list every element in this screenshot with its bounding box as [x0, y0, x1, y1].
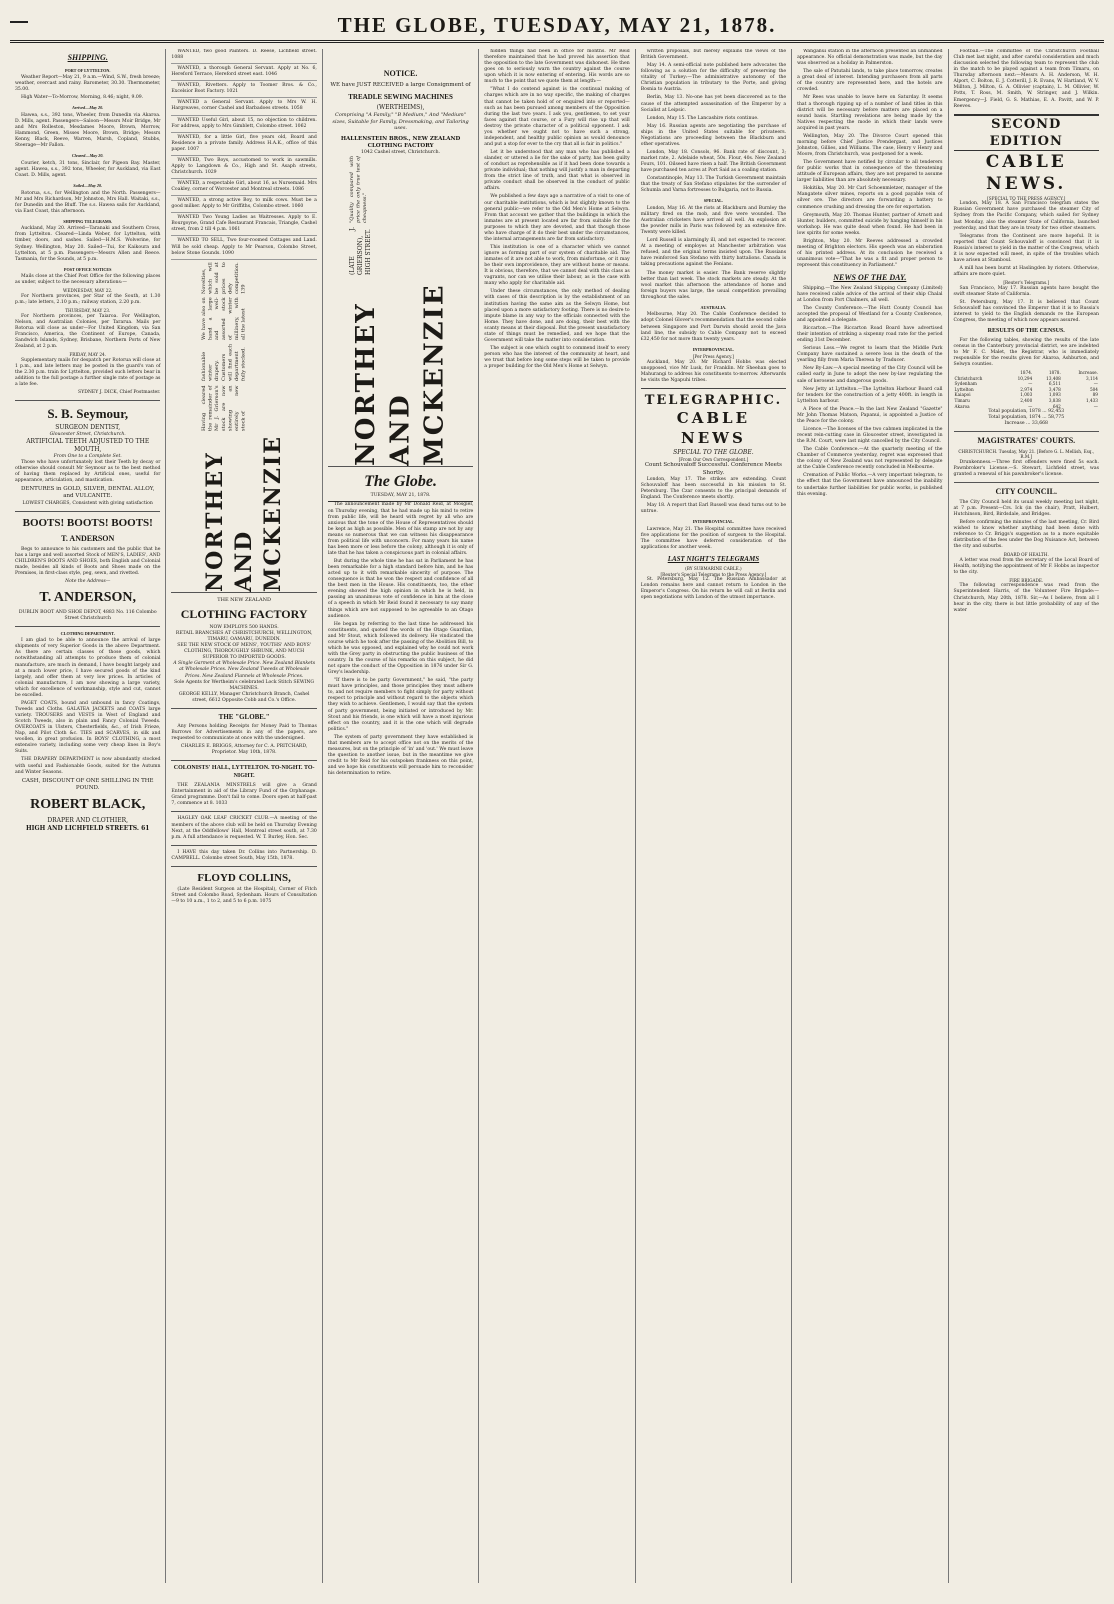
special-heading: SPECIAL. [703, 198, 723, 204]
anderson-address: DUBLIN BOOT AND SHOE DEPOT, 4883 No. 116 Colombo Street Christchurch [18, 609, 157, 621]
northey-line3: We have also on hand a large and well-assorted stock of winter millinery, with all the latest [200, 297, 247, 341]
nz-factory-heading: THE NEW ZEALAND [217, 596, 271, 603]
drapery-text: THE DRAPERY DEPARTMENT is now abundantly stocked with useful and Fashionable Goods, suited for the Autumn and Winter Seasons. [15, 757, 161, 775]
wanted-ad: WANTED, two good Painters. D. Reese, Lichfield street. 1088 [171, 49, 316, 64]
wanted-ad: WANTED TO SELL, Two four-roomed Cottages and Land. Will be sold cheap. Apply to Mr Pearson, Colombo Street, below Stone Gounds. 1090 [171, 238, 316, 259]
wanted-ad: WANTED Useful Girl, about 15, no objection to children. For address, apply to Mrs Gimblett, Colombo street. 1062 [171, 118, 316, 133]
census-value: 2,400 [1020, 397, 1033, 403]
col5-para-5: May 16. Russian agents are negotiating the purchase of ships in the United States suitable for privateers. Negotiations are proceeding between the Blackburn and other operatives. [640, 123, 787, 147]
col5-para-3: Berlin, May 13. No-one has yet been discovered as to the cause of the attempted assassination of the Emperor by a Socialist at Leipsic. [640, 95, 787, 113]
col6-para-14: New Jetty at Lyttelton.—The Lyttelton Harbour Board call for tenders for the construction of a jetty 400ft. in length in Lyttelton harbour. [797, 386, 943, 404]
col6-para-17: The Cable Conference.—At the quarterly meeting of the Chamber of Commerce yesterday, regret was expressed that the colony of New Zealand was not represented by delegate at the Cable Conference recently concluded in Melbourne. [797, 447, 943, 471]
column-3 [323, 49, 479, 1583]
wanted-ads [171, 49, 316, 260]
leader-para-2: But during the whole time he has sat in Parliament he has been remarkable for a high standard before him, and he has acted up to it with remarkable sincerity of purpose. The consequence is that he won the respect and confidence of all the best men in the House. His constituents, too, the other evening showed the high opinion in which he is held, in passing an unanimous vote of confidence in him at the close of a speech in which Mr Reid found it necessary to say many things which are not supposed to be agreeable to an Otago audience. [327, 559, 474, 619]
nz-factory-title: CLOTHING FACTORY [180, 607, 308, 622]
wednesday-text: For Northern provinces, per Star of the South, at 1.30 p.m.; late letters, 2.10 p.m.; railway station, 2.20 p.m. [15, 293, 161, 305]
reuter-heading: [Reuter's Telegrams.] [1003, 280, 1050, 286]
australia-heading: AUSTRALIA. [700, 304, 727, 310]
leader-para-4: "If there is to be party Government," he said, "the party must have principles, and those principles they must adhere to, and not require members to fight simply for party without respect to principle and without regard to the objects which they wish to achieve. Gentlemen, I would say that the system of party government, being initiated or introduced by Mr. Stout and his friends, is one which will have a most injurious effect on the country, and it is the one which will degrade politics." [327, 678, 474, 732]
wertheims: (WERTHEIMS), [376, 104, 425, 112]
cash-discount: CASH, DISCOUNT OF ONE SHILLING IN THE POUND. [21, 777, 154, 791]
col5-para-4: London, May 15. The Lancashire riots continue. [646, 115, 759, 121]
interprovincial-sub: [Per Press Agency.] [692, 354, 734, 360]
thursday-heading: THURSDAY, MAY 23. [65, 308, 111, 314]
divider [171, 845, 316, 846]
census-total-1874: Total population, 1874 ... 58,775 [988, 415, 1065, 421]
collins-text: (Late Resident Surgeon at the Hospital), Corner of Fitch Street and Colombo Road, Sydenham. Hours of Consultation—9 to 10 a.m., 1 to 2, and 5 to 6 p.m. 1075 [171, 887, 317, 905]
column-1 [10, 49, 166, 1583]
col5-para-14: May 18. A report that Earl Russell was dead turns out to be untrue. [640, 503, 787, 515]
col5-para-13: London, May 17. The strikes are extending. Count Schouvaloff has been successful in his mission to St. Petersburg. The Czar consents to the principal demands of England. The Conference meets shortly. [640, 476, 787, 500]
col6-para-2: The sale of Patutahi lands, to take place tomorrow, creates a great deal of interest. Intending purchasers from all parts of the country are represented here, and the hotels are crowded. [797, 69, 943, 93]
divider [171, 866, 316, 867]
col7-para-1: Football.—The committee of the Christchurch Football Club met last night, and after careful consideration and much discussion selected the following team to represent the club in the match to be played against a team from Timaru, on Thursday afternoon next:—Messrs A. H. Anderson, W. H. Alport, C. Bolton, E. J. Cotterill, J. R. Evans, W. Hartland, W. V. Millton, J. Milton, G. A. Ollivier (captain), L. M. Ollivier, W. Potts, T. Ross, M. Smith, W. Stringer, and J. Wilkin. Emergency—J. Field, G. S. Mathias, E. A. Pavitt, and W. P. Reeves. [953, 49, 1099, 109]
divider [954, 482, 1099, 483]
census-value: 504 [1089, 386, 1098, 392]
nz-factory-see: SEE THE NEW STOCK OF MENS', YOUTHS' AND BOYS' CLOTHING, THOROUGHLY SHRUNK, AND MUCH SUPERIOR TO IMPORTED GOODS. [177, 643, 311, 661]
northey-advert-vertical-2 [328, 156, 473, 467]
post-office-heading: POST OFFICE NOTICES [63, 266, 112, 272]
nz-factory-sub: NOW EMPLOYS 500 HANDS. [209, 625, 279, 631]
col4-para-1: hidden things had been in office for months. Mr Reid therefore maintained that he had proved his assertion that the opposition to the late Government was dishonest. He then goes on to seriously warn the country against the course upon which it is now entering of entering. His words are so much to the point that we quote them at length:— [484, 49, 630, 85]
col5-para-12: Auckland, May 20. Mr Richard Hobbs was elected unopposed, vice Mr Lusk, for Franklin. Mr Sheehan goes to Mahurangi to address his constituents to-morrow. Afterwards he visits the Ngapuhi tribes. [640, 359, 787, 383]
divider [954, 431, 1099, 432]
port-heading: PORT OF LYTTELTON. [64, 67, 111, 73]
seymour-line1: ARTIFICIAL TEETH ADJUSTED TO THE MOUTH, [26, 438, 150, 453]
col6-para-11: Riccarton.—The Riccarton Road Board have advertised their intention of striking a sixpenny road rate for the period ending 31st December. [797, 326, 943, 344]
col4-para-2: "What I do contend against is the continual making of charges which are in no way specific, the making of charges that cannot be taken hold of or enquired into or reported—such as has been pursued among members of the Opposition during the last two years. I ask you, gentlemen, to set your faces against that course, or a Fury will rise up that will destroy the private character of a political opponent. I ask you whether we ought not to have such a strong, independent, and healthy public opinion as would denounce and put a stop for ever to the cry that all is fair in politics." [484, 87, 630, 147]
sailed-text: Rotorua, s.s., for Wellington and the North. Passengers—Mr and Mrs Richardson, Mr Johnston, Mrs Hall. Waitaki, s.s., for Dunedin and the Bluff. The s.s. Hawea sails for Auckland, via East Coast, this afternoon. [15, 190, 161, 214]
globe-notice-heading: THE "GLOBE." [218, 712, 270, 721]
col7-para-5: San Francisco, May 17. Russian agents have bought the swift steamer State of California. [953, 285, 1099, 297]
leader-para-1: The announcement made by Mr Donald Reid, at Mosgiel, on Thursday evening, that he had made up his mind to retire from public life, will be heard with regret by all who are anxious that the tone of the House of Representatives should be kept as high as possible. Men of his stamp are not by any means so numerous that we can witness his disappearance from political life with unconcern. For many years his name has been more or less before the colony, although it is only of late that he has taken a conspicuous part in colonial affairs. [327, 502, 474, 556]
divider [171, 811, 316, 812]
census-value: 3,838 [1048, 397, 1061, 403]
arrived-heading: Arrived—May 20. [72, 105, 104, 111]
last-night-sub: (BY SUBMARINE CABLE.) [685, 566, 742, 572]
wanted-ad: WANTED a General Servant. Apply to Mrs W. H. Hargreaves, corner Cashel and Barbadoes streets. 1058 [171, 100, 316, 115]
divider [171, 760, 316, 761]
notice-heading: NOTICE. [383, 69, 418, 78]
northey-advert-vertical [171, 262, 316, 593]
col5-para-10: The money market is easier. The Bank reserve slightly better than last week. The stock markets are steady. At the wool market this afternoon the attendance of home and foreign buyers was large, the usual competition prevailing throughout the sales. [640, 270, 787, 300]
anderson-name: T. ANDERSON [61, 534, 115, 544]
column-7 [949, 49, 1104, 1583]
nz-factory-branches: RETAIL BRANCHES AT CHRISTCHURCH, WELLINGTON, TIMARU, OAMARU, DUNEDIN. [175, 631, 313, 643]
seymour-line3: DENTURES in GOLD, SILVER, DENTAL ALLOY, and VULCANITE. [20, 486, 155, 500]
col7-para-3: Telegrams from the Continent are more hopeful. It is reported that Count Schouvaloff is convinced that it is Russia's interest to yield in the matter of the Congress, which it is now expected will meet, in spite of the troubles which have arisen at Stamboul. [953, 233, 1099, 263]
census-body [954, 376, 1099, 409]
census-place: Sydenham [954, 381, 977, 387]
black-title: DRAPER AND CLOTHIER, [47, 816, 129, 824]
wanted-ad: WANTED Two Young Ladies as Waitresses. Apply to E. Bourgoyne, Grand Cafe Restaurant Francais, Triangle, Cashel street, from 2 till 4 p.m. 1061 [171, 215, 316, 236]
column-5 [636, 49, 792, 1583]
col6-para-12: Serious Loss.—We regret to learn that the Middle Park Company have sustained a severe loss in the death of the yearling filly from Maria Theresa by Traducer. [797, 346, 943, 364]
friday-heading: FRIDAY, MAY 24. [69, 351, 107, 357]
col6-para-9: Shipping.—The New Zealand Shipping Company (Limited) have received cable advice of the arrival of their ship Chalal at London from Port Chalmers, all well. [797, 285, 943, 303]
northey-quote: "Quality compared with price the only true test of cheapness." [349, 156, 369, 224]
col6-para-16: Licence.—The licenses of the two cabmen implicated in the recent rein-cutting case in Gloucester street, investigated in the R.M. Court, were last night cancelled by the City Council. [797, 426, 943, 445]
col6-para-15: A Piece of the Peace.—In the last New Zealand "Gazette" Mr John Thomas Matson, Papanui, is appointed a Justice of the Peace for the colony. [797, 406, 943, 424]
col6-para-18: Cremation of Public Works.—A very important telegram, to the effect that the Government have announced the inability to undertake further liabilities for public works, is published this evening. [797, 473, 943, 497]
treadle-heading: TREADLE SEWING MACHINES [348, 92, 453, 101]
cable-news-sub: SPECIAL TO THE GLOBE. [673, 448, 754, 456]
col6-para-6: Hokitika, May 20. Mr Carl Schoenmletzer, manager of the Mangatete silver mines, reports on a good payable vein of silver ore. The directors are forwarding a battery to commence crushing and dressing the ore for exportation. [797, 186, 943, 210]
cable-news-sub2: [From Our Own Correspondent.] [678, 456, 749, 462]
nz-factory-agents: Sole Agents for Wertheim's celebrated Lock Stitch SEWING MACHINES. [174, 679, 315, 691]
weather-report: Weather Report—May 21, 9 a.m.—Wind, S.W., fresh breeze; weather, overcast and rainy. Barometer, 30.30. Thermometer, 35.00. [15, 75, 161, 93]
northey-name-2: NORTHEY AND MCKENZIE [351, 283, 450, 467]
divider [15, 626, 160, 627]
globe-editorial-date: TUESDAY, MAY 21, 1878. [328, 493, 473, 502]
seymour-line4: LOWEST CHARGES, Consistent with giving satisfaction [22, 500, 153, 506]
col6-para-7: Greymouth, May 20. Thomas Hunter, partner of Arnott and Hunter, builders, committed suicide by hanging himself in his workshop. He was quite dead when found. He had been in low spirits for some weeks. [797, 212, 943, 236]
col5-para-9: Lord Russell is alarmingly ill, and not expected to recover. At a meeting of employes at Manchester arbitration was refused, and the original terms insisted upon. The Russians have reinforced San Stefano with thirty battalions. Canada is taking precautions against the Fenians. [640, 238, 787, 268]
col6-para-1: Wanganui station in the afternoon presented an unmanned appearance. No official demonstration was made, but the day was observed as a holiday in Palmerston. [797, 49, 943, 67]
board-health-text: A letter was read from the secretary of the Local Board of Health, notifying the appointment of Mr F. Hobbs as inspector to the city. [953, 557, 1099, 575]
col5-para-2: May 14. A semi-official note published here advocates the following as a solution for the difficulty of preserving the vitality of Turkey:—The administrative autonomy of the Christian population in tributary to the Porte, and giving Bosnia to Austria. [640, 63, 787, 93]
col6-para-13: New By-Law.—A special meeting of the City Council will be called early in June to adopt the new by-law regulating the sale of kerosene and dangerous goods. [797, 366, 943, 384]
census-value: — [1093, 381, 1098, 387]
seymour-name: S. B. Seymour, [47, 405, 129, 421]
masthead-rule [10, 21, 28, 23]
divider [15, 511, 160, 512]
seymour-line2: From One to a Complete Set. [53, 453, 122, 459]
census-value: — [1093, 403, 1098, 409]
wanted-ad: WANTED, a strong active Boy, to milk cows. Must be a good milker. Apply to Mr Griffiths, Colombo street. 1060 [171, 198, 316, 213]
newspaper-title: THE GLOBE, TUESDAY, MAY 21, 1878. [337, 12, 777, 37]
census-col-header: Increase. [1078, 370, 1098, 376]
census-heading: RESULTS OF THE CENSUS. [987, 328, 1065, 335]
census-table [954, 370, 1099, 409]
post-office-text: Mails close at the Chief Post Office for the following places as under, subject to the necessary alterations:— [15, 274, 161, 286]
telegraphic-heading: TELEGRAPHIC. [641, 388, 786, 409]
divider [171, 708, 316, 709]
leader-para-3: He began by referring to the last time he addressed his constituents, and quoted the words of the Otago Guardian, and Mr Stout, which followed its delivery. He vindicated the course which he took after the passing of the Abolition Bill, to which he was opposed, and explained why he could not work with the Grey party in obstructing the public business of the country. In the course of his remarks on this subject, he did not spare the conduct of the Opposition in 1876 under Sir G. Grey's leadership. [327, 621, 474, 676]
wanted-ad: WANTED, Two Boys, accustomed to work in sawmills. Apply to Langdown & Co., High and St. Asaph streets, Christchurch. 1029 [171, 158, 316, 179]
schouvaloff-heading: Count Schouvaloff Successful. Conference Meets Shortly. [644, 462, 782, 476]
seymour-title: SURGEON DENTIST, [55, 424, 121, 432]
col6-para-4: Wellington, May 20. The Divorce Court opened this morning before Chief Justice Prendergast, and Justices Johnston, Gillies, and Williams. The case, Henry v Henry and Moore, from Christchurch, was postponed for a week. [797, 133, 943, 157]
friday-text: Supplementary mails for despatch per Rotorua will close at 1 p.m., and late letters may be posted in the guard's van of the 2.30 p.m. train for Lyttelton, provided such letters bear in addition to the full postage a further single rate of postage as a late fee. [15, 357, 161, 387]
interprovincial-heading: INTERPROVINCIAL. [692, 346, 735, 352]
col4-para-7: The subject is one which ought to commend itself to every person who has the interest of the community at heart, and we trust that before long some steps will be taken to provide a proper building for the Old Men's Home at Selwyn. [484, 345, 630, 370]
cleared-heading: Cleared—May 20. [71, 153, 104, 159]
seymour-text: Those who have unfortunately lost their Teeth by decay or otherwise should consult Mr Seymour as to the best method of having them replaced by Artificial ones, useful for appearance, articulation, and mastication. [15, 459, 161, 484]
nz-factory-manager: GEORGE KELLY, Manager Christchurch Branch, Cashel street, 6612 Opposite Cobb and Co.'s Office. [178, 691, 310, 703]
boots-heading: BOOTS! BOOTS! BOOTS! [22, 516, 153, 529]
hallenstein-name: HALLENSTEIN BROS., NEW ZEALAND CLOTHING FACTORY [340, 135, 461, 149]
census-value: 642 [1052, 403, 1061, 409]
wanted-ad: WANTED, for a little Girl, five years old, Board and Residence in a private family. Address H.A.K., office of this paper. 1007 [171, 135, 316, 156]
city-council-heading: CITY COUNCIL. [995, 487, 1057, 497]
globe-editorial-title: The Globe. [364, 473, 437, 491]
census-value: 10,294 [1017, 375, 1033, 381]
col6-para-8: Brighton, May 20. Mr Reeves addressed a crowded meeting of Brighton electors. His speech was an elaboration of his printed address. At its conclusion he received a unanimous vote—"That he was a fit and proper person to represent this constituency in Parliament." [797, 238, 943, 269]
census-place: Timaru [954, 397, 970, 403]
last-night-heading: LAST NIGHT'S TELEGRAMS [667, 554, 760, 563]
census-col-header: 1874. [1020, 370, 1033, 376]
collins-name: FLOYD COLLINS, [197, 871, 291, 884]
col5-para-6: London, May 18. Consols, 96. Bank rate of discount, 3; market rate, 2. Adelaide wheat, 50s. Flour, 40s. New Zealand Fours, 101. Oilseed have risen a half. The British Government have purchased ten acres at Port Said as a coaling station. [640, 149, 787, 174]
clothing-heading: CLOTHING DEPARTMENT. [60, 630, 115, 636]
board-health-heading: BOARD OF HEALTH. [1003, 552, 1049, 558]
campbell-text: I HAVE this day taken Dr. Collins into Partnership. D. CAMPBELL. Colombo street South, May 15th, 1878. [171, 849, 317, 861]
wanted-ad: WANTED, Rivetters. Apply to Toomer Bros. & Co., Excelsior Boot Factory. 1021 [171, 83, 316, 98]
masthead [10, 10, 1104, 43]
northey-line1: Having cleared the remainder of Mr J. Grierson's stock are now showing an entirely new stock of [200, 385, 247, 431]
column-4 [479, 49, 635, 1583]
col4-para-4: We published a few days ago a narrative of a visit to one of our charitable institutions, which is but slightly known to the general public—we refer to the Old Men's Home at Selwyn. From that account we gather that the buildings in which the inmates are at present located are far from suitable for the purposes to which they are devoted, and that though those who have charge of it do their best under the circumstances, the internal arrangements are far from satisfactory. [484, 194, 630, 242]
newspaper-page [10, 10, 1104, 1584]
anderson-note: Note the Address— [65, 579, 111, 585]
arrived-text: Hawea, s.s., 392 tons, Wheeler, from Dunedin via Akaroa. D. Mills, agent. Passengers—Saloon—Messrs Moir Bridge, Mr and Mrs Rolleston, Mesdames Moore, Brown, Morrow, Hammond, Green, Misses Moore, Brown, Bridge; Messrs Kenny, Black, Reeve, Warren, Marsh, Copland, Stubbs, Steerage—Mr Fallon. [15, 112, 161, 149]
census-value: — [1028, 403, 1033, 409]
col6-para-3: Mr Rees was unable to leave here on Saturday. It seems that a thorough ripping up of a number of land titles in this district will be necessary before matters are placed on a sound basis. Startling revelations are being made by the Natives respecting the mode in which their lands were acquired in past years. [797, 95, 943, 131]
anderson-text: Begs to announce to his customers and the public that he has a large and well assorted Stock of MEN'S, LADIES', AND CHILDREN'S BOOTS AND SHOES, both English and Colonial made, besides all kinds of Boots and Shoes made on the Premises, in first-class style, peg, sewn, and rivetted. [15, 546, 161, 577]
magistrates-heading: MAGISTRATES' COURTS. [977, 436, 1076, 446]
census-value: 1,433 [1085, 397, 1098, 403]
paget-text: PAGET COATS, bound and unbound in fancy Coatings, Tweeds and Cloths. GALATEA JACKETS and COATS large variety. TROUSERS and VESTS in West of England and Scotch Tweeds, also in plain and Fancy Colonial Tweeds. OVERCOATS in Ulsters, Chesterfields, &c., of Irish Frieze, Nap, and Pilot Cloth &c. TIES and SCARVES, in silk and woollen, in great profusion. In BOYS' CLOTHING, a most extensive variety, including some very cheap lines in Boy's Suits. [15, 700, 161, 755]
zealania-text: THE ZEALANIA MINSTRELS will give a Grand Entertainment in aid of the Library Fund of the Orphanage. Grand programme. Don't fail to come. Doors open at half-past 7, commence at 8. 1033 [171, 783, 317, 807]
census-place: Lyttelton [954, 386, 974, 392]
news-of-the-day-heading: NEWS OF THE DAY. [833, 273, 907, 283]
census-value: 6,511 [1048, 381, 1061, 387]
census-value: 13,408 [1046, 375, 1061, 381]
last-night-sub2: [Reuter's Special Telegrams to the Press Agency.] [660, 571, 767, 577]
hagley-text: HAGLEY OAK LEAF CRICKET CLUB.—A meeting of the members of the above club will be held on Thursday Evening Next, at the Oddfellows' Hall, Montreal street south, at 7.30 p.m. A full attendance is requested. W. T. Burley, Hon. Sec. [171, 816, 317, 840]
shipping-telegrams-text: Auckland, May 20. Arrived—Taranaki and Southern Cross, from Lyttelton. Cleared—Linda Weber, for Lyttelton, with timber, doors, and sashes. Sailed—H.M.S. Wolverine, for Sydney. Wellington, May 20. Sailed—Tui, for Kaikoura and Lyttelton, at 5 p.m. Passengers—Messrs Allen and Reece. Tasmania, for the Sounds, at 5 p.m. [15, 226, 161, 262]
globe-notice-text: Any Persons holding Receipts for Money Paid to Thomas Burrows for Advertisements in any of the papers, are requested to communicate at once with the undersigned. [171, 724, 317, 742]
nz-factory-items: A Single Garment at Wholesale Price. New Zealand Blankets at Wholesale Prices. New Zealand Tweeds at Wholesale Prices. New Zealand Flannels at Wholesale Prices. [173, 661, 316, 679]
census-place: Christchurch [954, 375, 983, 381]
black-name: ROBERT BLACK, [30, 797, 146, 813]
postmaster-signature: SYDNEY J. DICK, Chief Postmaster. [78, 389, 161, 395]
wanted-ad: WANTED, a respectable Girl, about 16, as Nursemaid. Mrs Coakley, corner of Worcester and Montreal streets. 1086 [171, 181, 316, 196]
interprovincial2-heading: INTERPROVINCIAL. [692, 519, 735, 525]
seymour-address: Gloucester Street, Christchurch. [49, 431, 126, 437]
col7-para-4: A mill has been burnt at Haslingden by rioters. Otherwise, affairs are more quiet. [953, 265, 1099, 278]
census-text: For the following tables, showing the results of the late census in the Canterbury provincial district, we are indebted to Mr F. C. Malet, the Registrar, who is immediately responsible for the results given for Akaroa, Ashburton, and Selwyn counties. [953, 337, 1099, 368]
census-value: 3,478 [1048, 386, 1061, 392]
wanted-ad: WANTED, a thorough General Servant. Apply at No. 6, Hereford Terrace, Hereford street east. 1046 [171, 66, 316, 81]
col6-para-5: The Government have notified by circular to all tenderers for public works that in consequence of the threatening attitude of European affairs, they are not prepared to assume larger liabilities than are absolutely necessary. [797, 160, 943, 184]
col4-para-5: This institution is one of a character which we cannot ignore as forming part of our system of charitable aid. The inmates of it are not able to work, from misfortune, or it may be their own improvidence, they are without home or means. It is obvious, therefore, that we cannot deal with this class as vagrants, nor can we utilise their labour, as is the case with many who apply for charitable aid. [484, 244, 630, 287]
census-value: 1,003 [1020, 392, 1033, 398]
colonists-hall: COLONISTS' HALL, LYTTELTON. TO-NIGHT. TO-NIGHT. [173, 765, 315, 780]
thursday-text: For Northern provinces, per Taiaroa. For Wellington, Nelson, and Australian Colonies, per Tararua. Mails per Rotorua will close as under—For United Kingdom, via San Francisco, America, the Continent of Europe, Canada, Sandwich Islands, Sydney, Brisbane, Northern Ports of New Zealand, at 2 p.m. [15, 313, 161, 349]
col5-para-8: London, May 16. At the riots at Blackburn and Burnley the military fired on the mob, and five were wounded. The Australian cricketers have arrived all well. An explosion at the powder mills in Paris was followed by an extensive fire. Twenty were killed. [640, 205, 787, 236]
divider [15, 400, 160, 401]
col6-para-10: The County Conference.—The Hutt County Council has accepted the proposal of Westland for a County Conference, and appointed a delegate. [797, 305, 943, 323]
census-place: Kaiapoi [954, 392, 971, 398]
cable-special: [SPECIAL TO THE PRESS AGENCY.] [987, 195, 1066, 201]
col7-para-2: London, May 18. A San Francisco telegram states the Russian Government have purchased the steamer City of Sydney from the Pacific Company, which sailed for Sydney last Monday, also the steamer State of California, launched yesterday, and that they are in treaty for two other steamers. [953, 201, 1099, 231]
shipping-telegrams-heading: SHIPPING TELEGRAMS. [63, 218, 113, 224]
clothing-text: I am glad to be able to announce the arrival of large shipments of very Superior Goods in the above Department. As there are certain classes of those goods, which notwithstanding all attempts to produce them of colonial manufacture, are much in demand, I have bought largely and at a much lower price, I have secured goods of the kind largely, and offer them at very low prices. In articles of colonial manufacture, I am now showing a large variety, which for excellence of workmanship, style and cut, cannot be excelled. [15, 638, 161, 698]
column-2 [166, 49, 322, 1583]
col7-para-6: St. Petersburg, May 17. It is believed that Count Schouvaloff has convinced the Emperor that it is to Russia's interest to yield to the English demands re the European Congress, the meeting of which now appears assured. [953, 299, 1099, 323]
census-total-1878: Total population, 1878 ... 92,453 [988, 409, 1065, 415]
northey-sub-2: (LATE J. GRIERSON), HIGH STREET. [349, 227, 372, 276]
column-6 [792, 49, 948, 1583]
col4-para-6: Under these circumstances, the only method of dealing with cases of this description is by the establishment of an institution having the same aim as the Selwyn Home, but placed upon a more satisfactory footing. There is no desire to impute blame in any way to the officials connected with the Home. They have done, and are doing, their best with the scanty means at their disposal. But the present unsatisfactory state of things must be remedied, and we hope that the Government will take the matter into consideration. [484, 289, 630, 343]
black-address: HIGH AND LICHFIELD STREETS. 61 [25, 824, 150, 832]
anderson-big: T. ANDERSON, [39, 590, 136, 606]
magistrates-text: Drunkenness.—Three first offenders were fined 5s each. Pawnbroker's License.—S. Stewart, Lichfield street, was granted a renewal of his pawnbroker's license. [953, 459, 1099, 478]
second-edition-heading: SECOND EDITION [954, 114, 1099, 151]
col5-para-16: St. Petersburg, May 12. The Russian Ambassador at London remains here and cannot return to London in the Emperor's Congress. On his return he will call at Berlin and open negotiations with London of the utmost importance. [640, 577, 787, 601]
census-value: — [1028, 381, 1033, 387]
census-value: 2,974 [1020, 386, 1033, 392]
northey-line2: fashionable winter drapery. Customers will find each department fully stocked. [200, 344, 247, 382]
col5-para-11: Melbourne, May 20. The Cable Conference decided to adopt Colonel Glover's recommendation that the second cable between Singapore and Port Darwin should avoid the Java land line, the subsidy to Cable Company not to exceed £32,450 for not more than twenty years. [640, 312, 787, 342]
census-value: 3,114 [1085, 375, 1098, 381]
comprising-text: Comprising "A Family," "B Medium," And "Medium" sizes, Suitable for Family, Dressmaking, and Tailoring uses. [332, 111, 469, 132]
columns [10, 49, 1104, 1583]
fire-brigade-heading: FIRE BRIGADE. [1009, 577, 1044, 583]
census-place: Akaroa [954, 403, 970, 409]
sailed-heading: Sailed—May 20. [73, 183, 103, 188]
col4-para-3: Let it be understood that any man who has published a slander, or uttered a lie for the sake of party, has been guilty of conduct as reprehensible as if it had been done towards a private individual; that nothing will justify a man in departing from the strict line of truth, and that what is observed in private conduct shall be observed in the conduct of public affairs. [484, 150, 630, 192]
northey-line4: Novelties, which will be sold at prices to defy competition. 139 [200, 261, 247, 294]
notice-text: WE have JUST RECEIVED a large Consignment of [330, 81, 471, 88]
fire-brigade-text: The following correspondence was read from the Superintendent Harris, of the Volunteer Fire Brigade:—Christchurch, May 20th, 1878. Sir,—As I believe, from all I hear in the city, there is but little probability of any of the water [953, 583, 1099, 613]
council-text: The City Council held its usual weekly meeting last night, at 7 p.m. Present—Crs. Ick (in the chair), Pratt, Hulbert, Hutchinson, Bird, Birdsdale, and Bridges. [953, 499, 1099, 517]
shipping-heading: SHIPPING. [67, 53, 108, 62]
col5-para-1: written proposals, but merely explains the views of the British Government. [640, 49, 787, 61]
col5-para-7: Constantinople, May 13. The Turkish Government maintain that the treaty of San Stefano stipulates for the surrender of Schumla and Varna fortresses to Bulgaria, not to Russia. [640, 176, 787, 194]
tide-report: High Water—To-Morrow, Morning, 8.46; night, 9.09. [21, 95, 144, 101]
northey-name: NORTHEY AND MCKENZIE [201, 434, 286, 592]
cable-news-heading: CABLE NEWS [676, 409, 751, 448]
council-text-2: Before confirming the minutes of the last meeting, Cr. Bird wished to know whether anything had been done with reference to Cr. Briggs's suggestion as to a more equitable distribution of the fees under the Dog Nuisance Act, between the city and suburbs. [953, 519, 1099, 550]
census-increase: Increase ... 33,668 [1004, 421, 1048, 427]
census-value: 89 [1092, 392, 1098, 398]
cleared-text: Courier, ketch, 31 tons, Sinclair, for Pigeon Bay. Master, agent. Hawea, s.s., 392 tons, Wheeler, for Auckland, via East Coast. D. Mills, agent. [15, 160, 161, 178]
globe-notice-signature: CHARLES E. BRIGGS, Attorney for C. A. PRITCHARD, Proprietor. May 10th, 1878. [180, 744, 308, 756]
cable-news-heading-2: CABLE NEWS. [985, 151, 1067, 195]
census-value: 1,093 [1048, 392, 1061, 398]
magistrates-sub: CHRISTCHURCH. Tuesday, May 21. [Before G. L. Mellish, Esq., R.M.] [958, 448, 1095, 460]
census-col-header: 1878. [1048, 370, 1061, 376]
leader-para-5: The system of party government they have established is that members are to accept office not on the merits of the measures, but on the principle of 'in' and 'out.' We must leave the question to another issue, but in the meantime we give credit to Mr Reid for his outspoken frankness on this point, and we hope his constituents will persuade him to reconsider his determination to retire. [327, 734, 474, 777]
wednesday-heading: WEDNESDAY, MAY 22. [63, 288, 113, 294]
col5-para-15: Lawrence, May 21. The Hospital committee have received five applications for the position of surgeon to the Hospital. The committee have deferred consideration of the applications for another week. [640, 526, 787, 550]
hallenstein-address: 1042 Cashel street, Christchurch. [361, 150, 441, 156]
